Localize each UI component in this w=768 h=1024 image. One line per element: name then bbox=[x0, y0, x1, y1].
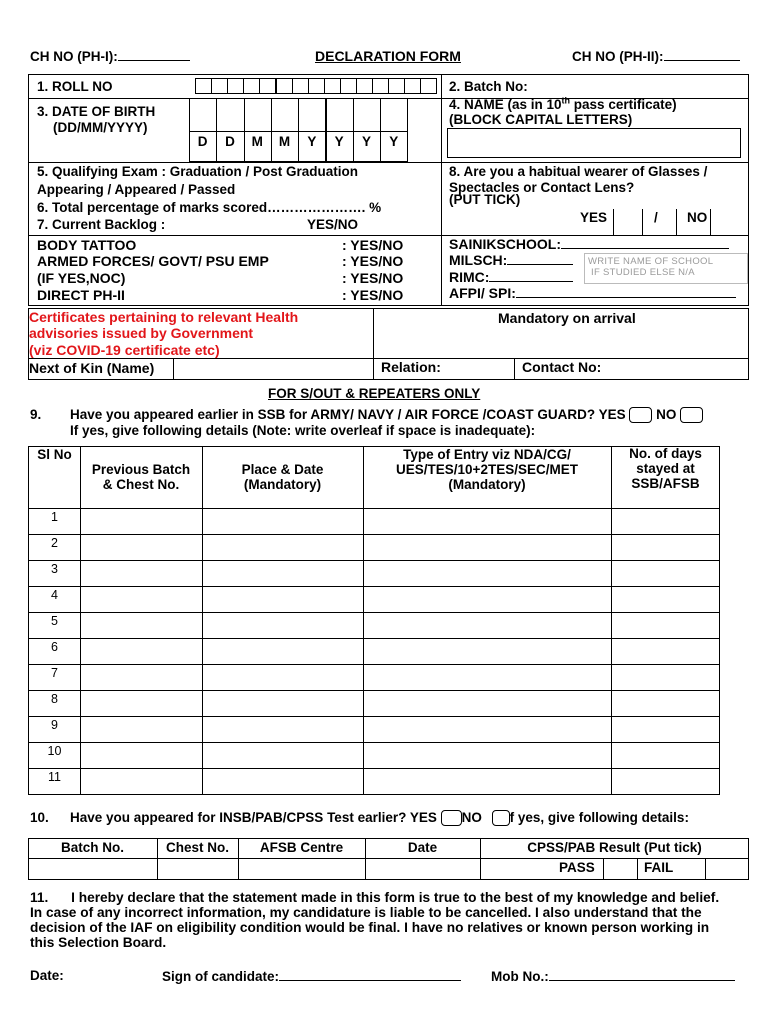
school-hint-line2: IF STUDIED ELSE N/A bbox=[591, 267, 695, 278]
dob-cell[interactable] bbox=[353, 98, 381, 162]
sainik-school-label: SAINIKSCHOOL: bbox=[449, 236, 729, 252]
dob-cell-letter: Y bbox=[361, 134, 371, 149]
dob-cell[interactable] bbox=[189, 98, 217, 162]
glasses-question-line2: Spectacles or Contact Lens? bbox=[449, 180, 635, 195]
q10-yes-checkbox[interactable] bbox=[441, 810, 462, 826]
col-previous-batch: Previous Batch & Chest No. bbox=[91, 462, 191, 493]
col-place-date: Place & Date (Mandatory) bbox=[241, 462, 324, 493]
q10-number: 10. bbox=[30, 810, 49, 825]
signature-field[interactable] bbox=[279, 968, 461, 981]
table-row-number: 3 bbox=[51, 562, 58, 576]
col-batch-no: Batch No. bbox=[60, 840, 124, 855]
dob-cell-letter: D bbox=[225, 134, 235, 149]
table-row-number: 5 bbox=[51, 614, 58, 628]
roll-no-cell[interactable] bbox=[259, 78, 276, 94]
name-caps-note: (BLOCK CAPITAL LETTERS) bbox=[449, 112, 633, 127]
col-afsb-centre: AFSB Centre bbox=[259, 840, 344, 855]
roll-no-cell[interactable] bbox=[356, 78, 373, 94]
next-of-kin-label: Next of Kin (Name) bbox=[29, 360, 155, 376]
batch-no-label: 2. Batch No: bbox=[449, 79, 528, 94]
table-row-number: 9 bbox=[51, 718, 58, 732]
declaration-line1: 11. I hereby declare that the statement made in this form is true to the best of my knowledge and belief. bbox=[30, 890, 720, 905]
table-row-number: 6 bbox=[51, 640, 58, 654]
appearing-status-label: Appearing / Appeared / Passed bbox=[37, 182, 236, 197]
dob-format-label: (DD/MM/YYYY) bbox=[53, 120, 148, 135]
dob-cell-letter: M bbox=[278, 134, 291, 149]
mob-label: Mob No.: bbox=[491, 968, 735, 985]
q9-details-note: If yes, give following details (Note: write overleaf if space is inadequate): bbox=[70, 423, 536, 438]
table-row-number: 2 bbox=[51, 536, 58, 550]
table-row-number: 7 bbox=[51, 666, 58, 680]
roll-no-cell[interactable] bbox=[292, 78, 309, 94]
name-input-box[interactable] bbox=[447, 128, 741, 158]
q9-number: 9. bbox=[30, 407, 42, 422]
glasses-slash: / bbox=[654, 210, 658, 225]
roll-no-cell[interactable] bbox=[388, 78, 405, 94]
glasses-tick-note: (PUT TICK) bbox=[449, 192, 521, 207]
percentage-label: 6. Total percentage of marks scored…………………. % bbox=[37, 200, 382, 215]
tattoo-yes-no[interactable]: : YES/NO bbox=[342, 237, 404, 253]
declaration-line3: decision of the IAF on eligibility condition would be final. I have no relatives or known person working in bbox=[30, 920, 710, 935]
qualifying-exam-label: 5. Qualifying Exam : Graduation / Post Graduation bbox=[37, 164, 359, 179]
q9-text: Have you appeared earlier in SSB for ARMY/ NAVY / AIR FORCE /COAST GUARD? YES NO bbox=[70, 407, 703, 423]
table-row-number: 4 bbox=[51, 588, 58, 602]
noc-label: (IF YES,NOC) bbox=[37, 270, 126, 286]
milsch-field[interactable] bbox=[507, 252, 573, 265]
contact-no-label: Contact No: bbox=[522, 359, 602, 375]
roll-no-cell[interactable] bbox=[195, 78, 212, 94]
roll-no-cell[interactable] bbox=[324, 78, 341, 94]
declaration-line2: In case of any incorrect information, my candidature is liable to be cancelled. I also understand that the bbox=[30, 905, 702, 920]
afpi-spi-field[interactable] bbox=[516, 285, 736, 298]
dob-label: 3. DATE OF BIRTH bbox=[37, 104, 156, 119]
certificates-note-line1: Certificates pertaining to relevant Health bbox=[29, 309, 299, 325]
direct-ph2-yes-no[interactable]: : YES/NO bbox=[342, 287, 404, 303]
milsch-label: MILSCH: bbox=[449, 252, 573, 268]
table-row-number: 8 bbox=[51, 692, 58, 706]
sign-label: Sign of candidate: bbox=[162, 968, 461, 985]
col-days-stayed: No. of days stayed at SSB/AFSB bbox=[629, 446, 702, 492]
dob-cell[interactable] bbox=[271, 98, 299, 162]
ch-no-ph2-field[interactable] bbox=[664, 48, 740, 61]
roll-no-cell[interactable] bbox=[420, 78, 437, 94]
ch-no-ph1-field[interactable] bbox=[118, 48, 190, 61]
noc-yes-no[interactable]: : YES/NO bbox=[342, 270, 404, 286]
col-chest-no: Chest No. bbox=[165, 840, 229, 855]
mandatory-on-arrival: Mandatory on arrival bbox=[498, 310, 636, 326]
certificates-note-line2: advisories issued by Government bbox=[29, 325, 254, 341]
direct-ph2-label: DIRECT PH-II bbox=[37, 287, 125, 303]
armed-forces-label: ARMED FORCES/ GOVT/ PSU EMP bbox=[37, 253, 269, 269]
table-row-number: 11 bbox=[48, 770, 61, 784]
q10-text: Have you appeared for INSB/PAB/CPSS Test earlier? YES NO f yes, give following details: bbox=[70, 810, 689, 825]
roll-no-cell[interactable] bbox=[227, 78, 244, 94]
relation-label: Relation: bbox=[381, 359, 441, 375]
certificates-note-line3: (viz COVID-19 certificate etc) bbox=[29, 342, 220, 358]
dob-cell[interactable] bbox=[244, 98, 272, 162]
roll-no-cell[interactable] bbox=[404, 78, 421, 94]
table-row-number: 10 bbox=[47, 744, 62, 758]
glasses-yes-label[interactable]: YES bbox=[580, 210, 608, 225]
roll-no-label: 1. ROLL NO bbox=[37, 79, 113, 94]
table-row-number: 1 bbox=[51, 510, 58, 524]
glasses-question: 8. Are you a habitual wearer of Glasses / bbox=[449, 164, 708, 179]
q9-yes-checkbox[interactable] bbox=[629, 407, 652, 423]
dob-cell-letter: Y bbox=[307, 134, 317, 149]
form-title: DECLARATION FORM bbox=[315, 48, 461, 64]
body-tattoo-label: BODY TATTOO bbox=[37, 237, 137, 253]
dob-cell[interactable] bbox=[216, 98, 244, 162]
dob-cell[interactable] bbox=[326, 98, 354, 162]
dob-cell[interactable] bbox=[380, 98, 408, 162]
dob-cell[interactable] bbox=[298, 98, 326, 162]
armed-forces-yes-no[interactable]: : YES/NO bbox=[342, 253, 404, 269]
dob-cell-letter: Y bbox=[334, 134, 344, 149]
declaration-line4: this Selection Board. bbox=[30, 935, 167, 950]
rimc-field[interactable] bbox=[489, 269, 573, 282]
dob-cell-letter: M bbox=[251, 134, 263, 149]
col-type-of-entry: Type of Entry viz NDA/CG/ UES/TES/10+2TES/SEC/MET (Mandatory) bbox=[396, 447, 578, 493]
col-date: Date bbox=[407, 840, 438, 855]
col-sl-no: Sl No bbox=[37, 447, 72, 462]
ch-no-ph2-label: CH NO (PH-II): bbox=[572, 48, 740, 65]
date-label: Date: bbox=[30, 968, 64, 983]
sainik-school-field[interactable] bbox=[561, 236, 729, 249]
rimc-label: RIMC: bbox=[449, 269, 573, 285]
roll-no-cell[interactable] bbox=[276, 78, 293, 94]
repeaters-heading: FOR S/OUT & REPEATERS ONLY bbox=[268, 386, 481, 401]
backlog-label: 7. Current Backlog : bbox=[37, 217, 166, 232]
mobile-field[interactable] bbox=[549, 968, 735, 981]
pass-option[interactable]: PASS bbox=[559, 860, 595, 875]
q9-no-checkbox[interactable] bbox=[680, 407, 703, 423]
glasses-no-label[interactable]: NO bbox=[687, 210, 708, 225]
ch-no-ph1-label: CH NO (PH-I): bbox=[30, 48, 190, 65]
name-label: 4. NAME (as in 10th pass certificate) bbox=[449, 95, 677, 112]
roll-no-cell[interactable] bbox=[372, 78, 389, 94]
roll-no-cell[interactable] bbox=[243, 78, 260, 94]
dob-cell-letter: Y bbox=[389, 134, 399, 149]
col-result: CPSS/PAB Result (Put tick) bbox=[527, 840, 702, 855]
roll-no-cell[interactable] bbox=[340, 78, 357, 94]
afpi-spi-label: AFPI/ SPI: bbox=[449, 285, 736, 301]
roll-no-cell[interactable] bbox=[308, 78, 325, 94]
school-hint-line1: WRITE NAME OF SCHOOL bbox=[588, 256, 714, 267]
q10-no-checkbox[interactable] bbox=[492, 810, 510, 826]
dob-cell-letter: D bbox=[197, 134, 208, 149]
backlog-yes-no[interactable]: YES/NO bbox=[307, 217, 359, 232]
roll-no-cell[interactable] bbox=[211, 78, 228, 94]
fail-option[interactable]: FAIL bbox=[644, 860, 674, 875]
